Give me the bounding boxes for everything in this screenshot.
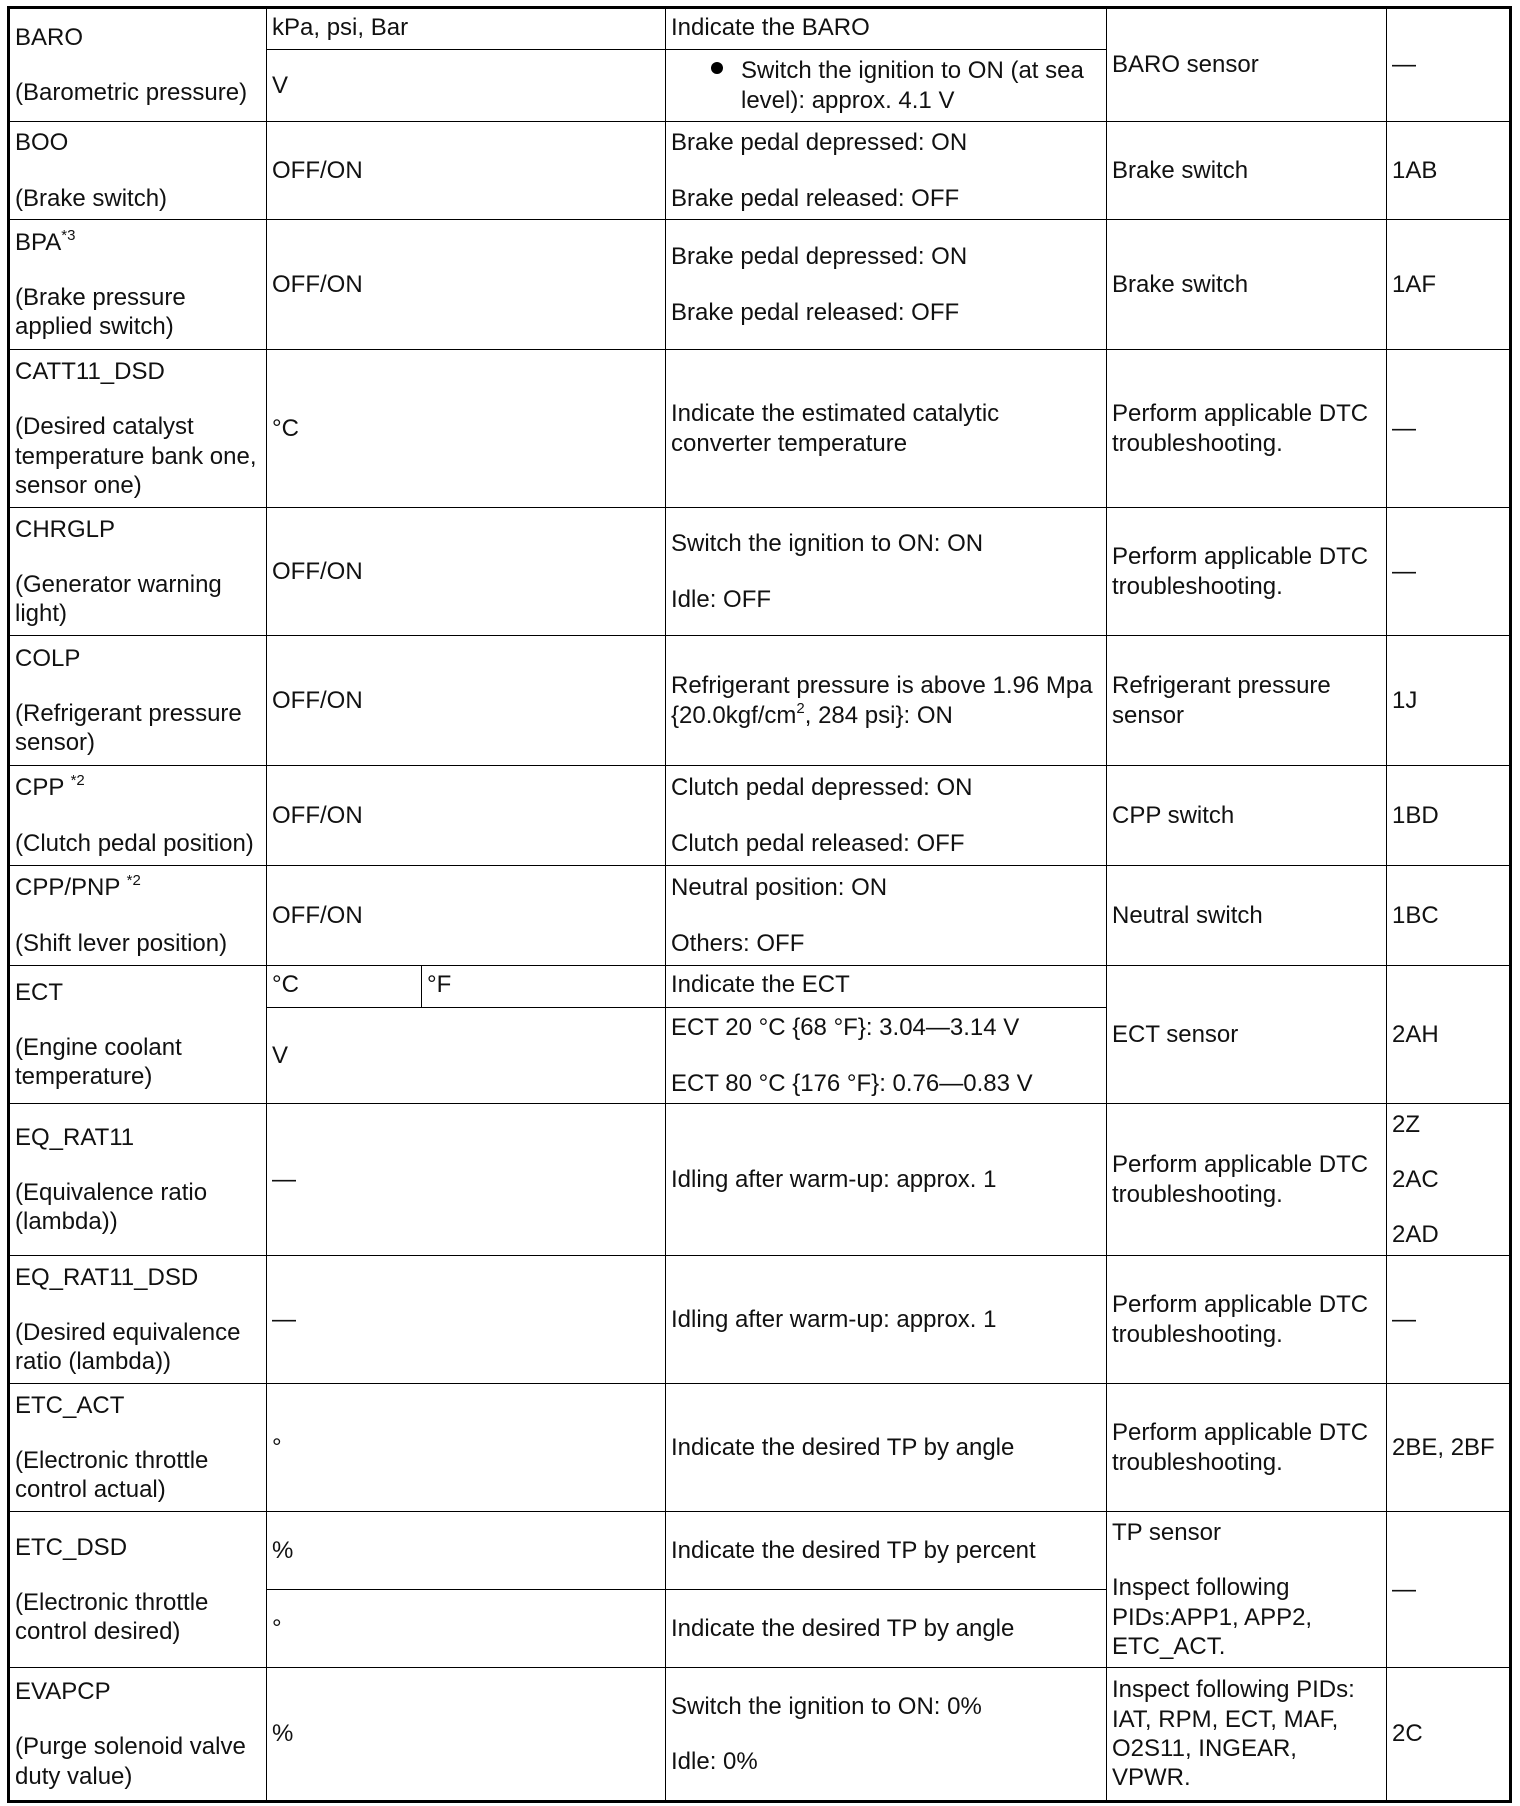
table-row bbox=[9, 1668, 1511, 1802]
unit-cell: % bbox=[267, 1668, 666, 1802]
condition-cell: Indicate the ECT bbox=[666, 966, 1107, 1008]
pid-code: CPP/PNP bbox=[15, 874, 120, 902]
action-text: Inspect following PIDs:APP1, APP2, ETC_ACT. bbox=[1112, 1574, 1313, 1660]
condition-text: Refrigerant pressure is above 1.96 Mpa {20.0kgf/cm bbox=[671, 672, 1093, 729]
action-cell: ECT sensor bbox=[1107, 966, 1387, 1104]
pid-code: CHRGLP bbox=[15, 515, 116, 543]
terminal-cell: 1AF bbox=[1387, 220, 1511, 350]
condition-cell: Indicate the estimated catalytic converter temperature bbox=[666, 350, 1107, 508]
action-cell: Brake switch bbox=[1107, 220, 1387, 350]
pid-description: (Generator warning light) bbox=[15, 570, 222, 628]
pid-code-line bbox=[15, 873, 261, 902]
condition-cell bbox=[666, 508, 1107, 636]
pid-cell bbox=[9, 1668, 267, 1802]
pid-cell bbox=[9, 350, 267, 508]
footnote-mark: *3 bbox=[61, 226, 76, 244]
action-cell: Perform applicable DTC troubleshooting. bbox=[1107, 350, 1387, 508]
pid-description: (Desired equivalence ratio (lambda)) bbox=[15, 1318, 241, 1376]
unit-cell: OFF/ON bbox=[267, 122, 666, 220]
pid-code: ETC_DSD bbox=[15, 1533, 128, 1561]
condition-text: Clutch pedal depressed: ON bbox=[671, 774, 973, 802]
condition-cell: Indicate the desired TP by percent bbox=[666, 1512, 1107, 1590]
pid-cell bbox=[9, 122, 267, 220]
terminal-cell: — bbox=[1387, 8, 1511, 122]
condition-cell: Indicate the desired TP by angle bbox=[666, 1590, 1107, 1668]
condition-text: Neutral position: ON bbox=[671, 874, 888, 902]
unit-cell: V bbox=[267, 50, 666, 122]
condition-cell bbox=[666, 122, 1107, 220]
table-row bbox=[9, 636, 1511, 766]
condition-text: Idle: OFF bbox=[671, 585, 772, 613]
superscript: 2 bbox=[796, 699, 805, 717]
unit-cell: °F bbox=[422, 966, 666, 1008]
terminal-cell: — bbox=[1387, 1512, 1511, 1668]
table-row bbox=[9, 508, 1511, 636]
condition-text: Clutch pedal released: OFF bbox=[671, 829, 965, 857]
condition-text: Switch the ignition to ON (at sea level): approx. 4.1 V bbox=[741, 57, 1084, 114]
condition-text: Brake pedal depressed: ON bbox=[671, 243, 968, 271]
table-row bbox=[9, 766, 1511, 866]
action-cell: BARO sensor bbox=[1107, 8, 1387, 122]
condition-text: Brake pedal released: OFF bbox=[671, 298, 960, 326]
pid-code: ECT bbox=[15, 978, 63, 1006]
table-row bbox=[9, 1512, 1511, 1590]
terminal-value: 2Z bbox=[1392, 1110, 1421, 1138]
condition-cell bbox=[666, 50, 1107, 122]
terminal-value: 2AD bbox=[1392, 1221, 1439, 1249]
action-text: TP sensor bbox=[1112, 1518, 1221, 1546]
unit-cell: °C bbox=[267, 350, 666, 508]
pid-description: (Desired catalyst temperature bank one, sensor one) bbox=[15, 413, 257, 499]
pid-code: BPA bbox=[15, 228, 62, 256]
condition-cell: Idling after warm-up: approx. 1 bbox=[666, 1256, 1107, 1384]
pid-description: (Shift lever position) bbox=[15, 929, 228, 957]
pid-cell bbox=[9, 1256, 267, 1384]
terminal-cell bbox=[1387, 1104, 1511, 1256]
condition-cell: Indicate the BARO bbox=[666, 8, 1107, 50]
table-row bbox=[9, 122, 1511, 220]
condition-text: Switch the ignition to ON: ON bbox=[671, 530, 984, 558]
table-row bbox=[9, 8, 1511, 50]
pid-cell bbox=[9, 636, 267, 766]
condition-text: Idle: 0% bbox=[671, 1748, 758, 1775]
action-cell: CPP switch bbox=[1107, 766, 1387, 866]
pid-code-line bbox=[15, 228, 261, 257]
pid-cell bbox=[9, 766, 267, 866]
terminal-cell: 1AB bbox=[1387, 122, 1511, 220]
pid-code: CPP bbox=[15, 774, 64, 802]
action-cell: Neutral switch bbox=[1107, 866, 1387, 966]
unit-cell: % bbox=[267, 1512, 666, 1590]
pid-cell bbox=[9, 866, 267, 966]
pid-code: COLP bbox=[15, 644, 81, 672]
table-row bbox=[9, 966, 1511, 1008]
table-row bbox=[9, 1256, 1511, 1384]
pid-code: EQ_RAT11_DSD bbox=[15, 1263, 199, 1291]
unit-cell: V bbox=[267, 1008, 666, 1104]
unit-cell: ° bbox=[267, 1384, 666, 1512]
terminal-cell: — bbox=[1387, 508, 1511, 636]
pid-table-page bbox=[7, 6, 1512, 1803]
pid-cell bbox=[9, 1104, 267, 1256]
pid-description: (Purge solenoid valve duty value) bbox=[15, 1733, 246, 1790]
pid-description: (Clutch pedal position) bbox=[15, 829, 254, 857]
pid-cell bbox=[9, 966, 267, 1104]
footnote-mark: *2 bbox=[126, 872, 141, 890]
unit-cell: kPa, psi, Bar bbox=[267, 8, 666, 50]
pid-code: BOO bbox=[15, 129, 69, 157]
condition-cell bbox=[666, 1668, 1107, 1802]
pid-cell bbox=[9, 508, 267, 636]
pid-code: EVAPCP bbox=[15, 1678, 111, 1706]
terminal-cell: — bbox=[1387, 1256, 1511, 1384]
action-cell: Refrigerant pressure sensor bbox=[1107, 636, 1387, 766]
unit-cell: OFF/ON bbox=[267, 508, 666, 636]
condition-cell: Idling after warm-up: approx. 1 bbox=[666, 1104, 1107, 1256]
pid-code-line bbox=[15, 773, 261, 802]
unit-cell: OFF/ON bbox=[267, 766, 666, 866]
unit-cell: OFF/ON bbox=[267, 866, 666, 966]
action-cell: Perform applicable DTC troubleshooting. bbox=[1107, 1104, 1387, 1256]
terminal-cell: 1BC bbox=[1387, 866, 1511, 966]
pid-code: EQ_RAT11 bbox=[15, 1123, 135, 1151]
condition-cell bbox=[666, 766, 1107, 866]
action-cell: Perform applicable DTC troubleshooting. bbox=[1107, 1256, 1387, 1384]
condition-cell bbox=[666, 866, 1107, 966]
pid-description: (Engine coolant temperature) bbox=[15, 1033, 182, 1091]
pid-code: BARO bbox=[15, 23, 84, 51]
unit-cell: OFF/ON bbox=[267, 220, 666, 350]
action-cell: Perform applicable DTC troubleshooting. bbox=[1107, 1384, 1387, 1512]
condition-text: , 284 psi}: ON bbox=[804, 701, 953, 729]
bullet-icon bbox=[711, 62, 723, 74]
table-row bbox=[9, 1384, 1511, 1512]
pid-cell bbox=[9, 220, 267, 350]
condition-cell: Indicate the desired TP by angle bbox=[666, 1384, 1107, 1512]
terminal-cell: 2BE, 2BF bbox=[1387, 1384, 1511, 1512]
terminal-cell: — bbox=[1387, 350, 1511, 508]
pid-code: CATT11_DSD bbox=[15, 357, 165, 385]
pid-description: (Electronic throttle control actual) bbox=[15, 1446, 209, 1504]
action-cell: Perform applicable DTC troubleshooting. bbox=[1107, 508, 1387, 636]
terminal-cell: 2AH bbox=[1387, 966, 1511, 1104]
condition-text: ECT 20 °C {68 °F}: 3.04—3.14 V bbox=[671, 1014, 1020, 1042]
condition-text: ECT 80 °C {176 °F}: 0.76—0.83 V bbox=[671, 1069, 1033, 1097]
terminal-cell: 1J bbox=[1387, 636, 1511, 766]
terminal-cell: 2C bbox=[1387, 1668, 1511, 1802]
condition-cell bbox=[666, 220, 1107, 350]
pid-description: (Barometric pressure) bbox=[15, 79, 248, 106]
action-cell: Inspect following PIDs: IAT, RPM, ECT, MAF, O2S11, INGEAR, VPWR. bbox=[1107, 1668, 1387, 1802]
table-row bbox=[9, 1104, 1511, 1256]
table-row bbox=[9, 350, 1511, 508]
condition-text: Brake pedal released: OFF bbox=[671, 184, 960, 212]
unit-cell: OFF/ON bbox=[267, 636, 666, 766]
condition-text: Switch the ignition to ON: 0% bbox=[671, 1692, 982, 1720]
unit-cell: — bbox=[267, 1256, 666, 1384]
pid-code: ETC_ACT bbox=[15, 1391, 125, 1419]
unit-cell: ° bbox=[267, 1590, 666, 1668]
action-cell bbox=[1107, 1512, 1387, 1668]
bullet-item bbox=[671, 56, 1101, 115]
pid-monitor-table bbox=[7, 6, 1512, 1803]
pid-cell bbox=[9, 8, 267, 122]
pid-description: (Equivalence ratio (lambda)) bbox=[15, 1178, 208, 1236]
pid-description: (Electronic throttle control desired) bbox=[15, 1588, 209, 1646]
condition-text: Others: OFF bbox=[671, 929, 805, 957]
terminal-cell: 1BD bbox=[1387, 766, 1511, 866]
table-row bbox=[9, 220, 1511, 350]
pid-description: (Brake switch) bbox=[15, 184, 168, 212]
terminal-value: 2AC bbox=[1392, 1165, 1439, 1193]
unit-cell: °C bbox=[267, 966, 422, 1008]
pid-description: (Refrigerant pressure sensor) bbox=[15, 699, 242, 757]
condition-cell bbox=[666, 1008, 1107, 1104]
action-cell: Brake switch bbox=[1107, 122, 1387, 220]
unit-cell: — bbox=[267, 1104, 666, 1256]
pid-cell bbox=[9, 1512, 267, 1668]
table-row bbox=[9, 866, 1511, 966]
condition-text: Brake pedal depressed: ON bbox=[671, 129, 968, 157]
pid-description: (Brake pressure applied switch) bbox=[15, 283, 186, 341]
footnote-mark: *2 bbox=[70, 772, 85, 790]
condition-cell bbox=[666, 636, 1107, 766]
pid-cell bbox=[9, 1384, 267, 1512]
